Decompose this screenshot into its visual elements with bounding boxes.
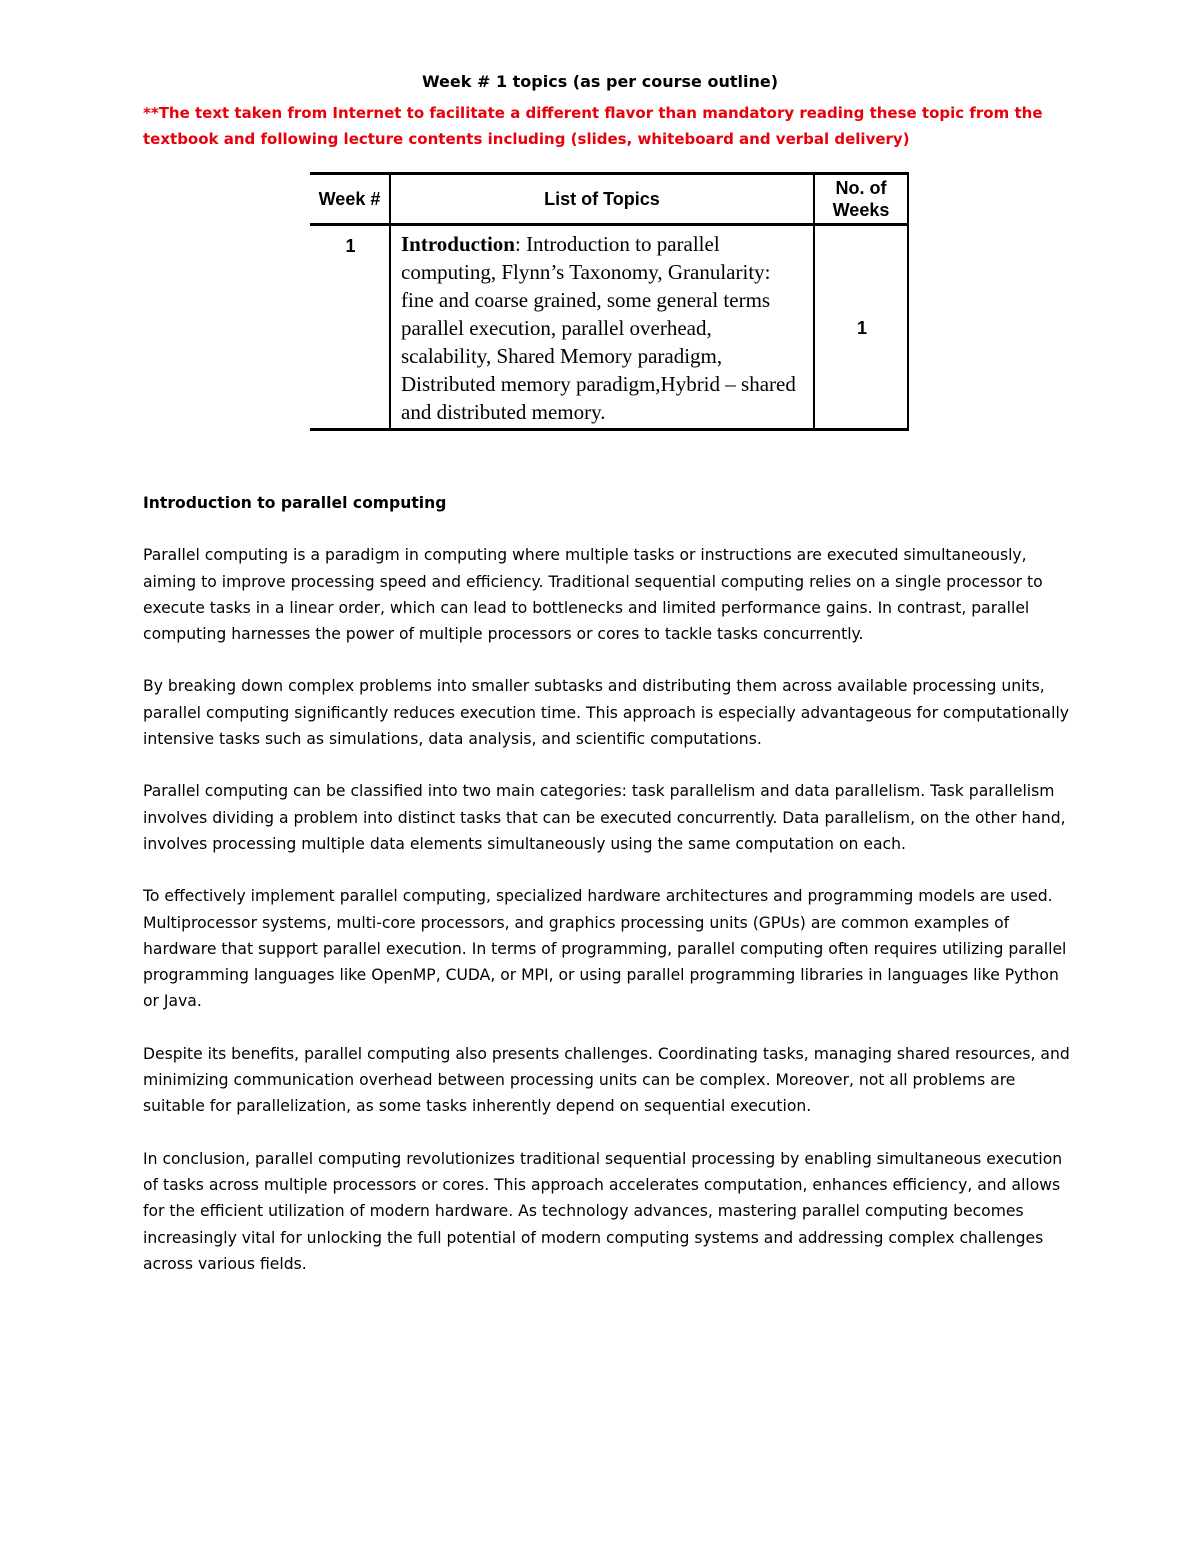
paragraph: Despite its benefits, parallel computing also presents challenges. Coordinating tasks, managing shared resources, and minimizing communication overhead between processing units can be complex. Moreover, not all problems are suitable for parallelization, as some tasks inherently depend on sequential execution. — [143, 1044, 1070, 1116]
header-week: Week # — [310, 174, 390, 225]
paragraph: In conclusion, parallel computing revolutionizes traditional sequential processing by enabling simultaneous execution of tasks across multiple processors or cores. This approach accelerates computation, enhances efficiency, and allows for the efficient utilization of modern hardware. As technology advances, mastering parallel computing becomes increasingly vital for unlocking the full potential of modern computing systems and addressing complex challenges across various fields. — [143, 1149, 1063, 1273]
topics-cell — [390, 225, 814, 430]
topic-body: : Introduction to parallel computing, Flynn’s Taxonomy, Granularity: fine and coarse grained, some general terms parallel execution, parallel overhead, scalability, Shared Memory paradigm, Distributed memory paradigm,Hybrid – shared and distributed memory. — [401, 232, 796, 424]
table-header-row — [310, 174, 908, 225]
header-weeks: No. of Weeks — [814, 174, 908, 225]
paragraph: By breaking down complex problems into smaller subtasks and distributing them across available processing units, parallel computing significantly reduces execution time. This approach is especially advantageous for computationally intensive tasks such as simulations, data analysis, and scientific computations. — [143, 677, 1070, 749]
header-topics: List of Topics — [390, 174, 814, 225]
source-note: **The text taken from Internet to facilitate a different flavor than mandatory reading these topic from the textbook and following lecture contents including (slides, whiteboard and verbal delivery) — [143, 104, 1043, 148]
paragraph: To effectively implement parallel computing, specialized hardware architectures and programming models are used. Multiprocessor systems, multi-core processors, and graphics processing units (GPUs) are common examples of hardware that support parallel execution. In terms of programming, parallel computing often requires utilizing parallel programming languages like OpenMP, CUDA, or MPI, or using parallel programming libraries in languages like Python or Java. — [143, 887, 1067, 1011]
table-row — [310, 225, 908, 430]
paragraph: Parallel computing is a paradigm in computing where multiple tasks or instructions are executed simultaneously, aiming to improve processing speed and efficiency. Traditional sequential computing relies on a single processor to execute tasks in a linear order, which can lead to bottlenecks and limited performance gains. In contrast, parallel computing harnesses the power of multiple processors or cores to tackle tasks concurrently. — [143, 546, 1043, 644]
section-heading: Introduction to parallel computing — [143, 494, 447, 512]
page-title: Week # 1 topics (as per course outline) — [421, 72, 779, 91]
topic-lead: Introduction — [401, 232, 515, 256]
topics-table — [310, 172, 909, 431]
week-number: 1 — [310, 225, 390, 430]
paragraph: Parallel computing can be classified into two main categories: task parallelism and data parallelism. Task parallelism involves dividing a problem into distinct tasks that can be executed concurrently. Data parallelism, on the other hand, involves processing multiple data elements simultaneously using the same computation on each. — [143, 782, 1066, 853]
weeks-count: 1 — [814, 225, 908, 430]
intro-section — [143, 490, 1073, 1303]
